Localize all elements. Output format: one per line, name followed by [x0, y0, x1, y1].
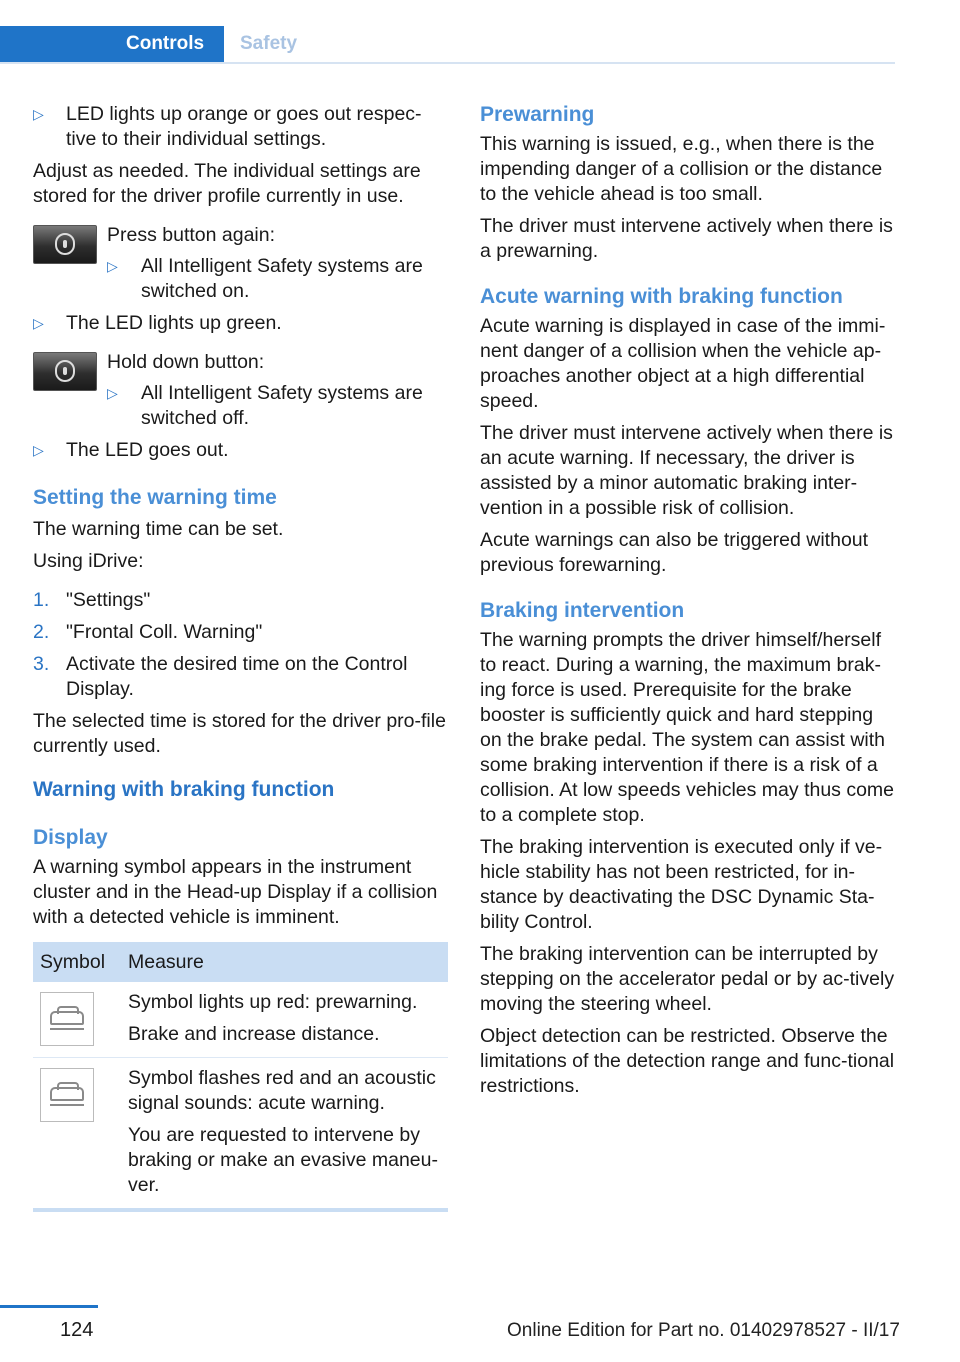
- paragraph: The driver must intervene actively when there is a prewarning.: [480, 215, 893, 262]
- instruction-text: Press button again:: [107, 224, 276, 246]
- list-item: 1. "Settings": [33, 589, 151, 611]
- paragraph: Acute warnings can also be triggered without previous forewarning.: [480, 529, 869, 576]
- button-instruction: [33, 350, 448, 431]
- paragraph: Adjust as needed. The individual settings are stored for the driver profile currently in use.: [33, 160, 421, 207]
- safety-button-image: [33, 225, 97, 264]
- bullet-item: ▷ All Intelligent Safety systems are switched on.: [107, 255, 423, 302]
- paragraph: The selected time is stored for the driver pro-file currently used.: [33, 710, 446, 757]
- heading-warning-time: Setting the warning time: [33, 486, 277, 509]
- footer-rule: [0, 1305, 98, 1308]
- triangle-bullet-icon: ▷: [107, 385, 118, 401]
- instruction-text: Hold down button:: [107, 351, 265, 373]
- paragraph: Using iDrive:: [33, 550, 144, 572]
- table-row: Symbol flashes red and an acoustic signal sounds: acute warning. You are requested to intervene by braking or make an evasive maneu-ver.: [33, 1058, 448, 1211]
- list-item: 3. Activate the desired time on the Control Display.: [33, 653, 408, 700]
- triangle-bullet-icon: ▷: [107, 258, 118, 274]
- bullet-item: ▷ The LED lights up green.: [33, 312, 282, 334]
- triangle-bullet-icon: ▷: [33, 442, 44, 458]
- paragraph: The braking intervention is executed only if ve-hicle stability has not been restricted, for in-stance by deactivating the DSC Dynamic Sta-bility Control.: [480, 836, 883, 933]
- triangle-bullet-icon: ▷: [33, 315, 44, 331]
- column-header: Measure: [114, 942, 448, 982]
- bullet-item: ▷ All Intelligent Safety systems are switched off.: [107, 382, 423, 429]
- left-column: [33, 102, 448, 1212]
- paragraph: Object detection can be restricted. Observe the limitations of the detection range and func-tional restrictions.: [480, 1025, 895, 1097]
- car-warning-icon: [40, 1068, 94, 1122]
- car-warning-icon: [40, 992, 94, 1046]
- safety-button-icon: [55, 233, 75, 255]
- button-instruction: [33, 223, 448, 304]
- heading-acute-warning: Acute warning with braking function: [480, 285, 843, 308]
- paragraph: The warning time can be set.: [33, 518, 284, 540]
- heading-braking-intervention: Braking intervention: [480, 599, 685, 622]
- edition-note: Online Edition for Part no. 01402978527 - II/17: [507, 1320, 900, 1341]
- column-header: Symbol: [33, 942, 114, 982]
- heading-prewarning: Prewarning: [480, 103, 595, 126]
- tab-safety[interactable]: Safety: [240, 33, 298, 54]
- tab-bar: [0, 26, 895, 64]
- bullet-item: ▷ The LED goes out.: [33, 439, 229, 461]
- paragraph: This warning is issued, e.g., when there is the impending danger of a collision or the distance to the vehicle ahead is too small.: [480, 133, 883, 205]
- table-row: Symbol lights up red: prewarning. Brake and increase distance.: [33, 982, 448, 1058]
- paragraph: The braking intervention can be interrupted by stepping on the accelerator pedal or by ac-tively moving the steering wheel.: [480, 943, 895, 1015]
- safety-button-icon: [55, 360, 75, 382]
- list-item: 2. "Frontal Coll. Warning": [33, 621, 263, 643]
- page-number: 124: [60, 1319, 94, 1341]
- paragraph: A warning symbol appears in the instrument cluster and in the Head-up Display if a collision with a detected vehicle is imminent.: [33, 856, 438, 928]
- bullet-item: ▷ LED lights up orange or goes out respec-tive to their individual settings.: [33, 103, 422, 150]
- heading-braking-function: Warning with braking function: [33, 778, 335, 801]
- paragraph: The warning prompts the driver himself/herself to react. During a warning, the maximum brak-ing force is used. Prerequisite for the brake booster is sufficiently quick and hard stepping on the brake pedal. The system can assist with some braking intervention if there is a risk of a collision. At low speeds vehicles may thus come to a complete stop.: [480, 629, 895, 826]
- paragraph: The driver must intervene actively when there is an acute warning. If necessary, the driver is assisted by a minor automatic braking inter-vention in a possible risk of collision.: [480, 422, 893, 519]
- symbol-table: [33, 942, 448, 1212]
- triangle-bullet-icon: ▷: [33, 106, 44, 122]
- safety-button-image: [33, 352, 97, 391]
- paragraph: Acute warning is displayed in case of the immi-nent danger of a collision when the vehicle ap-proaches another object at a high differential speed.: [480, 315, 886, 412]
- tab-controls[interactable]: Controls: [0, 26, 224, 62]
- table-header: [33, 942, 448, 982]
- right-column: [480, 102, 898, 1106]
- heading-display: Display: [33, 826, 108, 849]
